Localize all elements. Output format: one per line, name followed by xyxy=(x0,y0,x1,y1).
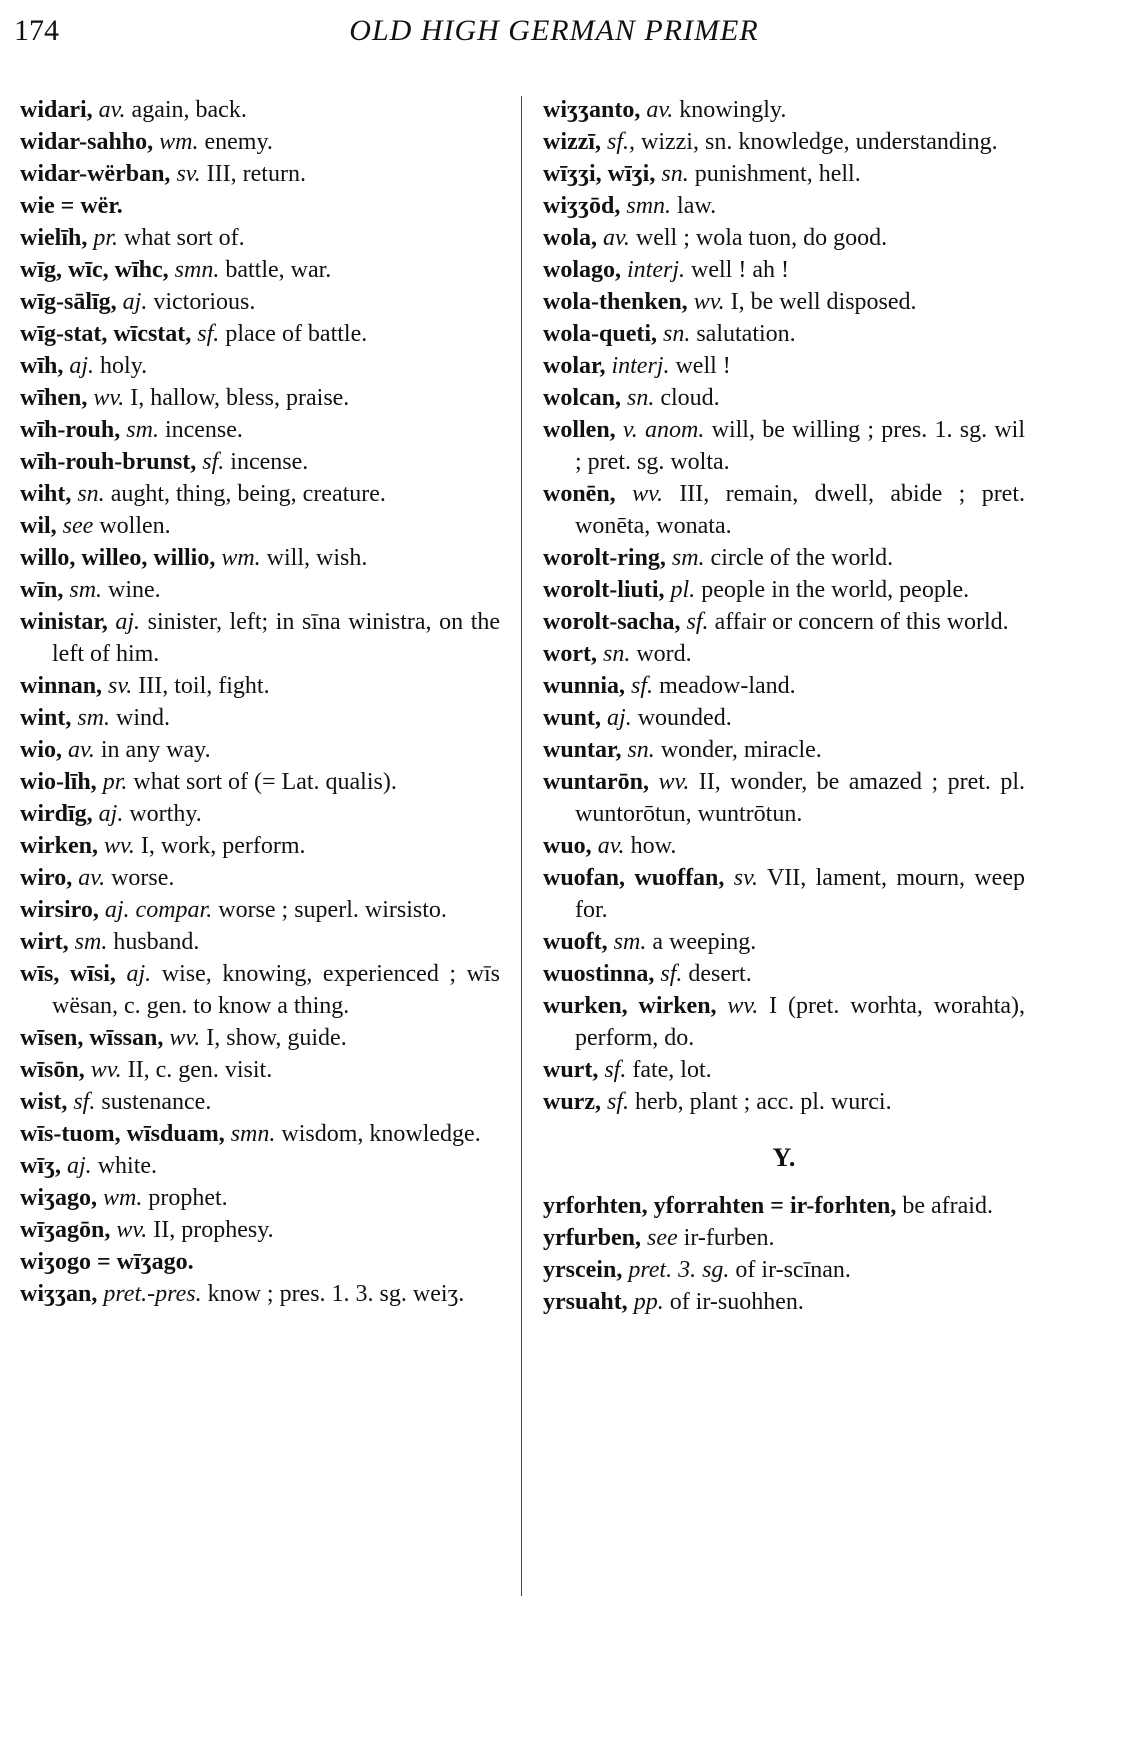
entry-definition: worthy. xyxy=(123,801,202,827)
entry-definition: circle of the world. xyxy=(704,545,894,571)
dictionary-entry xyxy=(543,862,1025,926)
entry-headword: wio, xyxy=(20,737,62,763)
entry-grammar: wv. xyxy=(658,769,690,795)
entry-headword: wīʒ, xyxy=(20,1153,62,1179)
entry-definition: wounded. xyxy=(631,705,732,731)
entry-headword: wīg-sālīg, xyxy=(20,289,117,315)
entry-headword: wiʒʒōd, xyxy=(543,193,621,219)
entry-headword: wīn, xyxy=(20,577,64,603)
dictionary-entry xyxy=(20,222,500,254)
entry-definition: sinister, left; in sīna winistra, on the left of him. xyxy=(52,609,501,667)
dictionary-entry xyxy=(543,734,1025,766)
entry-headword: wurken, wirken, xyxy=(543,993,717,1019)
entry-grammar: av. xyxy=(646,97,674,123)
entry-headword: wirt, xyxy=(20,929,69,955)
dictionary-entry xyxy=(543,414,1025,478)
entry-headword: wie = wër. xyxy=(20,193,123,219)
dictionary-entry xyxy=(20,542,500,574)
dictionary-entry xyxy=(543,1054,1025,1086)
entry-headword: wint, xyxy=(20,705,72,731)
entry-definition: people in the world, people. xyxy=(695,577,970,603)
entry-grammar: see xyxy=(647,1225,678,1251)
entry-headword: wiht, xyxy=(20,481,72,507)
dictionary-entry xyxy=(543,574,1025,606)
dictionary-entry xyxy=(543,830,1025,862)
entry-headword: wiʒogo = wīʒago. xyxy=(20,1249,194,1275)
entry-definition: well ! ah ! xyxy=(685,257,789,283)
entry-grammar: sf. xyxy=(631,673,654,699)
entry-grammar: wm. xyxy=(221,545,261,571)
entry-grammar: interj. xyxy=(627,257,685,283)
dictionary-entry xyxy=(20,446,500,478)
entry-grammar: wv. xyxy=(104,833,135,859)
section-letter: Y. xyxy=(772,1143,796,1172)
entry-definition: of ir-scīnan. xyxy=(729,1257,851,1283)
entry-grammar: aj. xyxy=(126,961,152,987)
entry-definition: again, back. xyxy=(125,97,247,123)
entry-headword: willo, willeo, willio, xyxy=(20,545,216,571)
dictionary-entry xyxy=(543,318,1025,350)
entry-grammar: sn. xyxy=(627,385,655,411)
dictionary-entry xyxy=(543,670,1025,702)
entry-grammar: aj. compar. xyxy=(104,897,213,923)
dictionary-entry xyxy=(20,254,500,286)
entry-grammar: sn. xyxy=(77,481,105,507)
entry-grammar: aj. xyxy=(98,801,124,827)
entry-headword: wunt, xyxy=(543,705,602,731)
entry-definition: worse ; superl. wirsisto. xyxy=(212,897,447,923)
entry-grammar: pp. xyxy=(633,1289,664,1315)
entry-headword: wīs-tuom, wīsduam, xyxy=(20,1121,225,1147)
dictionary-entry xyxy=(20,286,500,318)
entry-definition: holy. xyxy=(94,353,148,379)
entry-grammar: sn. xyxy=(627,737,655,763)
entry-headword: wio-līh, xyxy=(20,769,97,795)
entry-headword: wīh, xyxy=(20,353,64,379)
entry-definition: white. xyxy=(91,1153,158,1179)
entry-headword: wuostinna, xyxy=(543,961,655,987)
entry-grammar: wm. xyxy=(103,1185,143,1211)
entry-definition: aught, thing, being, creature. xyxy=(104,481,386,507)
entry-headword: wolago, xyxy=(543,257,621,283)
entry-definition: wizzi, sn. knowledge, understanding. xyxy=(635,129,998,155)
entry-headword: wīhen, xyxy=(20,385,88,411)
entry-definition: I, hallow, bless, praise. xyxy=(124,385,350,411)
dictionary-entry xyxy=(20,1022,500,1054)
entry-headword: wīg, wīc, wīhc, xyxy=(20,257,169,283)
entry-headword: yrforhten, yforrahten = ir-forhten, xyxy=(543,1193,897,1219)
entry-definition: of ir-suohhen. xyxy=(663,1289,804,1315)
dictionary-entry xyxy=(20,94,500,126)
entry-grammar: sf., xyxy=(606,129,635,155)
entry-definition: desert. xyxy=(682,961,752,987)
entry-headword: wola, xyxy=(543,225,597,251)
entry-definition: wollen. xyxy=(93,513,171,539)
entry-grammar: sf. xyxy=(197,321,220,347)
entry-headword: wunnia, xyxy=(543,673,626,699)
dictionary-entry xyxy=(543,926,1025,958)
entry-headword: wist, xyxy=(20,1089,68,1115)
entry-grammar: sf. xyxy=(604,1057,627,1083)
dictionary-entry xyxy=(543,1222,1025,1254)
dictionary-entry xyxy=(543,702,1025,734)
entry-headword: worolt-sacha, xyxy=(543,609,681,635)
dictionary-entry xyxy=(543,958,1025,990)
entry-definition: prophet. xyxy=(142,1185,228,1211)
entry-definition: sustenance. xyxy=(95,1089,212,1115)
entry-definition: I (pret. worhta, worahta), perform, do. xyxy=(575,993,1026,1051)
entry-grammar: aj. xyxy=(115,609,141,635)
entry-grammar: wv. xyxy=(169,1025,201,1051)
dictionary-entry xyxy=(543,1086,1025,1118)
entry-definition: herb, plant ; acc. pl. wurci. xyxy=(629,1089,892,1115)
entry-definition: affair or concern of this world. xyxy=(708,609,1009,635)
entry-headword: widar-sahho, xyxy=(20,129,154,155)
entry-grammar: sm. xyxy=(69,577,103,603)
entry-grammar: wv. xyxy=(116,1217,148,1243)
entry-definition: what sort of. xyxy=(118,225,245,251)
entry-definition: a weeping. xyxy=(646,929,757,955)
dictionary-entry xyxy=(543,158,1025,190)
entry-headword: wuoft, xyxy=(543,929,608,955)
entry-headword: wuntar, xyxy=(543,737,622,763)
entry-grammar: sf. xyxy=(202,449,225,475)
entry-headword: wiʒʒanto, xyxy=(543,97,641,123)
entry-definition: I, show, guide. xyxy=(200,1025,347,1051)
entry-grammar: av. xyxy=(68,737,95,763)
left-column xyxy=(20,94,500,1310)
entry-definition: III, toil, fight. xyxy=(132,673,270,699)
dictionary-entry xyxy=(543,606,1025,638)
entry-headword: winnan, xyxy=(20,673,103,699)
entry-definition: wise, knowing, experienced ; wīs wësan, c. gen. to know a thing. xyxy=(52,961,500,1019)
entry-grammar: av. xyxy=(603,225,630,251)
entry-grammar: pr. xyxy=(102,769,128,795)
dictionary-entry xyxy=(20,958,500,1022)
entry-headword: wielīh, xyxy=(20,225,88,251)
entry-definition: knowingly. xyxy=(673,97,787,123)
entry-grammar: sv. xyxy=(733,865,758,891)
page-title: OLD HIGH GERMAN PRIMER xyxy=(349,14,759,47)
dictionary-entry xyxy=(20,478,500,510)
entry-grammar: aj. xyxy=(69,353,95,379)
entry-grammar: smn. xyxy=(174,257,220,283)
entry-grammar: sv. xyxy=(176,161,201,187)
dictionary-entry xyxy=(20,382,500,414)
entry-definition: wine. xyxy=(102,577,161,603)
entry-definition: II, wonder, be amazed ; pret. pl. wuntorōtun, wuntrōtun. xyxy=(575,769,1025,827)
entry-grammar: wv. xyxy=(90,1057,122,1083)
entry-grammar: sn. xyxy=(602,641,631,667)
dictionary-entry xyxy=(20,830,500,862)
dictionary-entry xyxy=(20,414,500,446)
entry-grammar: smn. xyxy=(230,1121,276,1147)
entry-headword: wīh-rouh-brunst, xyxy=(20,449,197,475)
entry-headword: wort, xyxy=(543,641,597,667)
entry-grammar: wv. xyxy=(632,481,663,507)
entry-grammar: pret.-pres. xyxy=(103,1281,202,1307)
entry-grammar: sf. xyxy=(660,961,683,987)
entry-definition: cloud. xyxy=(654,385,720,411)
entry-grammar: interj. xyxy=(611,353,670,379)
entry-grammar: sm. xyxy=(74,929,108,955)
entry-headword: wolar, xyxy=(543,353,606,379)
dictionary-entry xyxy=(543,638,1025,670)
entry-definition: II, c. gen. visit. xyxy=(121,1057,273,1083)
entry-definition: will, wish. xyxy=(260,545,368,571)
entry-grammar: sf. xyxy=(686,609,709,635)
page-number: 174 xyxy=(14,14,59,47)
entry-definition: fate, lot. xyxy=(626,1057,712,1083)
entry-grammar: wv. xyxy=(727,993,759,1019)
entry-definition: well ! xyxy=(669,353,731,379)
entry-grammar: pl. xyxy=(670,577,696,603)
y-entries xyxy=(543,1190,1025,1318)
entry-headword: wirsiro, xyxy=(20,897,99,923)
dictionary-entry xyxy=(20,190,500,222)
entry-definition: incense. xyxy=(224,449,309,475)
entry-headword: wīʒʒi, wīʒi, xyxy=(543,161,656,187)
dictionary-entry xyxy=(20,766,500,798)
entry-definition: worse. xyxy=(105,865,175,891)
entry-definition: I, be well disposed. xyxy=(724,289,917,315)
entry-definition: II, prophesy. xyxy=(147,1217,274,1243)
entry-headword: wizzī, xyxy=(543,129,601,155)
entry-definition: will, be willing ; pres. 1. sg. wil ; pret. sg. wolta. xyxy=(575,417,1026,475)
entry-grammar: sf. xyxy=(73,1089,96,1115)
dictionary-entry xyxy=(543,222,1025,254)
dictionary-entry xyxy=(20,862,500,894)
entry-headword: worolt-liuti, xyxy=(543,577,665,603)
dictionary-entry xyxy=(543,990,1025,1054)
entry-definition: know ; pres. 1. 3. sg. weiʒ. xyxy=(201,1281,465,1307)
dictionary-entry xyxy=(20,1118,500,1150)
dictionary-entry xyxy=(543,542,1025,574)
dictionary-entry xyxy=(543,1254,1025,1286)
entry-headword: wīsen, wīssan, xyxy=(20,1025,164,1051)
dictionary-entry xyxy=(20,798,500,830)
entry-grammar: sf. xyxy=(606,1089,629,1115)
entry-definition: ir-furben. xyxy=(677,1225,775,1251)
entry-headword: wiʒʒan, xyxy=(20,1281,98,1307)
entry-grammar: sm. xyxy=(77,705,111,731)
entry-definition: how. xyxy=(624,833,677,859)
entry-definition: meadow-land. xyxy=(653,673,796,699)
entry-definition: incense. xyxy=(158,417,243,443)
entry-definition: VII, lament, mourn, weep for. xyxy=(575,865,1025,923)
entry-grammar: sn. xyxy=(663,321,691,347)
entry-grammar: sn. xyxy=(661,161,689,187)
dictionary-entry xyxy=(20,1086,500,1118)
entry-definition: be afraid. xyxy=(896,1193,993,1219)
entry-grammar: sm. xyxy=(126,417,159,443)
entry-headword: wīʒagōn, xyxy=(20,1217,111,1243)
entry-grammar: wv. xyxy=(93,385,125,411)
dictionary-entry xyxy=(543,254,1025,286)
entry-headword: wonēn, xyxy=(543,481,616,507)
entry-grammar: aj. xyxy=(122,289,148,315)
entry-headword: wirdīg, xyxy=(20,801,93,827)
dictionary-entry xyxy=(543,286,1025,318)
entry-grammar: av. xyxy=(98,97,126,123)
dictionary-entry xyxy=(543,350,1025,382)
entry-grammar: wm. xyxy=(159,129,199,155)
entry-definition: place of battle. xyxy=(219,321,368,347)
right-entries xyxy=(543,94,1025,1118)
entry-definition: well ; wola tuon, do good. xyxy=(629,225,888,251)
entry-definition: victorious. xyxy=(147,289,256,315)
page-header xyxy=(14,14,1094,54)
dictionary-entry xyxy=(543,382,1025,414)
entry-headword: wola-queti, xyxy=(543,321,657,347)
dictionary-entry xyxy=(20,350,500,382)
entry-definition: husband. xyxy=(107,929,200,955)
dictionary-entry xyxy=(543,94,1025,126)
entry-headword: wīg-stat, wīcstat, xyxy=(20,321,192,347)
dictionary-entry xyxy=(20,1150,500,1182)
dictionary-entry xyxy=(20,158,500,190)
dictionary-entry xyxy=(20,702,500,734)
entry-grammar: pr. xyxy=(93,225,119,251)
dictionary-entry xyxy=(20,734,500,766)
entry-grammar: wv. xyxy=(693,289,725,315)
entry-definition: law. xyxy=(671,193,717,219)
entry-definition: III, return. xyxy=(200,161,306,187)
entry-grammar: av. xyxy=(597,833,625,859)
entry-headword: wurt, xyxy=(543,1057,599,1083)
dictionary-entry xyxy=(20,1214,500,1246)
dictionary-entry xyxy=(543,1286,1025,1318)
entry-definition: III, remain, dwell, abide ; pret. wonēta, wonata. xyxy=(575,481,1026,539)
dictionary-entry xyxy=(20,670,500,702)
dictionary-entry xyxy=(543,478,1025,542)
entry-grammar: aj. xyxy=(67,1153,92,1179)
entry-grammar: v. anom. xyxy=(622,417,705,443)
entry-grammar: see xyxy=(62,513,94,539)
dictionary-entry xyxy=(20,1054,500,1086)
entry-headword: widari, xyxy=(20,97,93,123)
entry-grammar: sm. xyxy=(671,545,705,571)
entry-definition: wind. xyxy=(110,705,171,731)
entry-grammar: av. xyxy=(78,865,106,891)
entry-grammar: pret. 3. sg. xyxy=(628,1257,730,1283)
entry-headword: yrscein, xyxy=(543,1257,623,1283)
dictionary-entry xyxy=(20,1246,500,1278)
entry-headword: wurz, xyxy=(543,1089,601,1115)
entry-headword: wil, xyxy=(20,513,57,539)
entry-headword: winistar, xyxy=(20,609,108,635)
entry-definition: in any way. xyxy=(94,737,211,763)
dictionary-entry xyxy=(20,926,500,958)
entry-grammar: sm. xyxy=(613,929,647,955)
dictionary-entry xyxy=(543,1190,1025,1222)
dictionary-entry xyxy=(20,1182,500,1214)
dictionary-entry xyxy=(20,894,500,926)
dictionary-entry xyxy=(20,126,500,158)
entry-headword: wuntarōn, xyxy=(543,769,650,795)
entry-definition: wisdom, knowledge. xyxy=(275,1121,481,1147)
column-divider xyxy=(521,96,522,1596)
dictionary-entry xyxy=(20,510,500,542)
entry-headword: wīsōn, xyxy=(20,1057,85,1083)
dictionary-entry xyxy=(543,126,1025,158)
entry-headword: worolt-ring, xyxy=(543,545,666,571)
entry-headword: wīh-rouh, xyxy=(20,417,121,443)
entry-headword: wuo, xyxy=(543,833,592,859)
entry-headword: wiro, xyxy=(20,865,73,891)
entry-headword: yrsuaht, xyxy=(543,1289,628,1315)
entry-definition: punishment, hell. xyxy=(688,161,861,187)
entry-definition: enemy. xyxy=(198,129,273,155)
dictionary-entry xyxy=(20,574,500,606)
entry-definition: what sort of (= Lat. qualis). xyxy=(127,769,397,795)
dictionary-entry xyxy=(543,190,1025,222)
entry-headword: wiʒago, xyxy=(20,1185,98,1211)
entry-grammar: smn. xyxy=(626,193,672,219)
entry-headword: wuofan, wuoffan, xyxy=(543,865,725,891)
dictionary-entry xyxy=(20,606,500,670)
dictionary-entry xyxy=(20,1278,500,1310)
entry-headword: wola-thenken, xyxy=(543,289,688,315)
entry-headword: wolcan, xyxy=(543,385,621,411)
entry-definition: wonder, miracle. xyxy=(654,737,822,763)
entry-headword: wīs, wīsi, xyxy=(20,961,116,987)
entry-headword: yrfurben, xyxy=(543,1225,641,1251)
entry-headword: wollen, xyxy=(543,417,616,443)
entry-headword: wirken, xyxy=(20,833,98,859)
right-column xyxy=(543,94,1025,1318)
entry-definition: salutation. xyxy=(690,321,796,347)
entry-grammar: sv. xyxy=(108,673,133,699)
entry-grammar: aj. xyxy=(607,705,632,731)
entry-definition: I, work, perform. xyxy=(134,833,306,859)
entry-definition: word. xyxy=(630,641,692,667)
entry-headword: widar-wërban, xyxy=(20,161,171,187)
dictionary-entry xyxy=(20,318,500,350)
entry-definition: battle, war. xyxy=(219,257,332,283)
dictionary-entry xyxy=(543,766,1025,830)
